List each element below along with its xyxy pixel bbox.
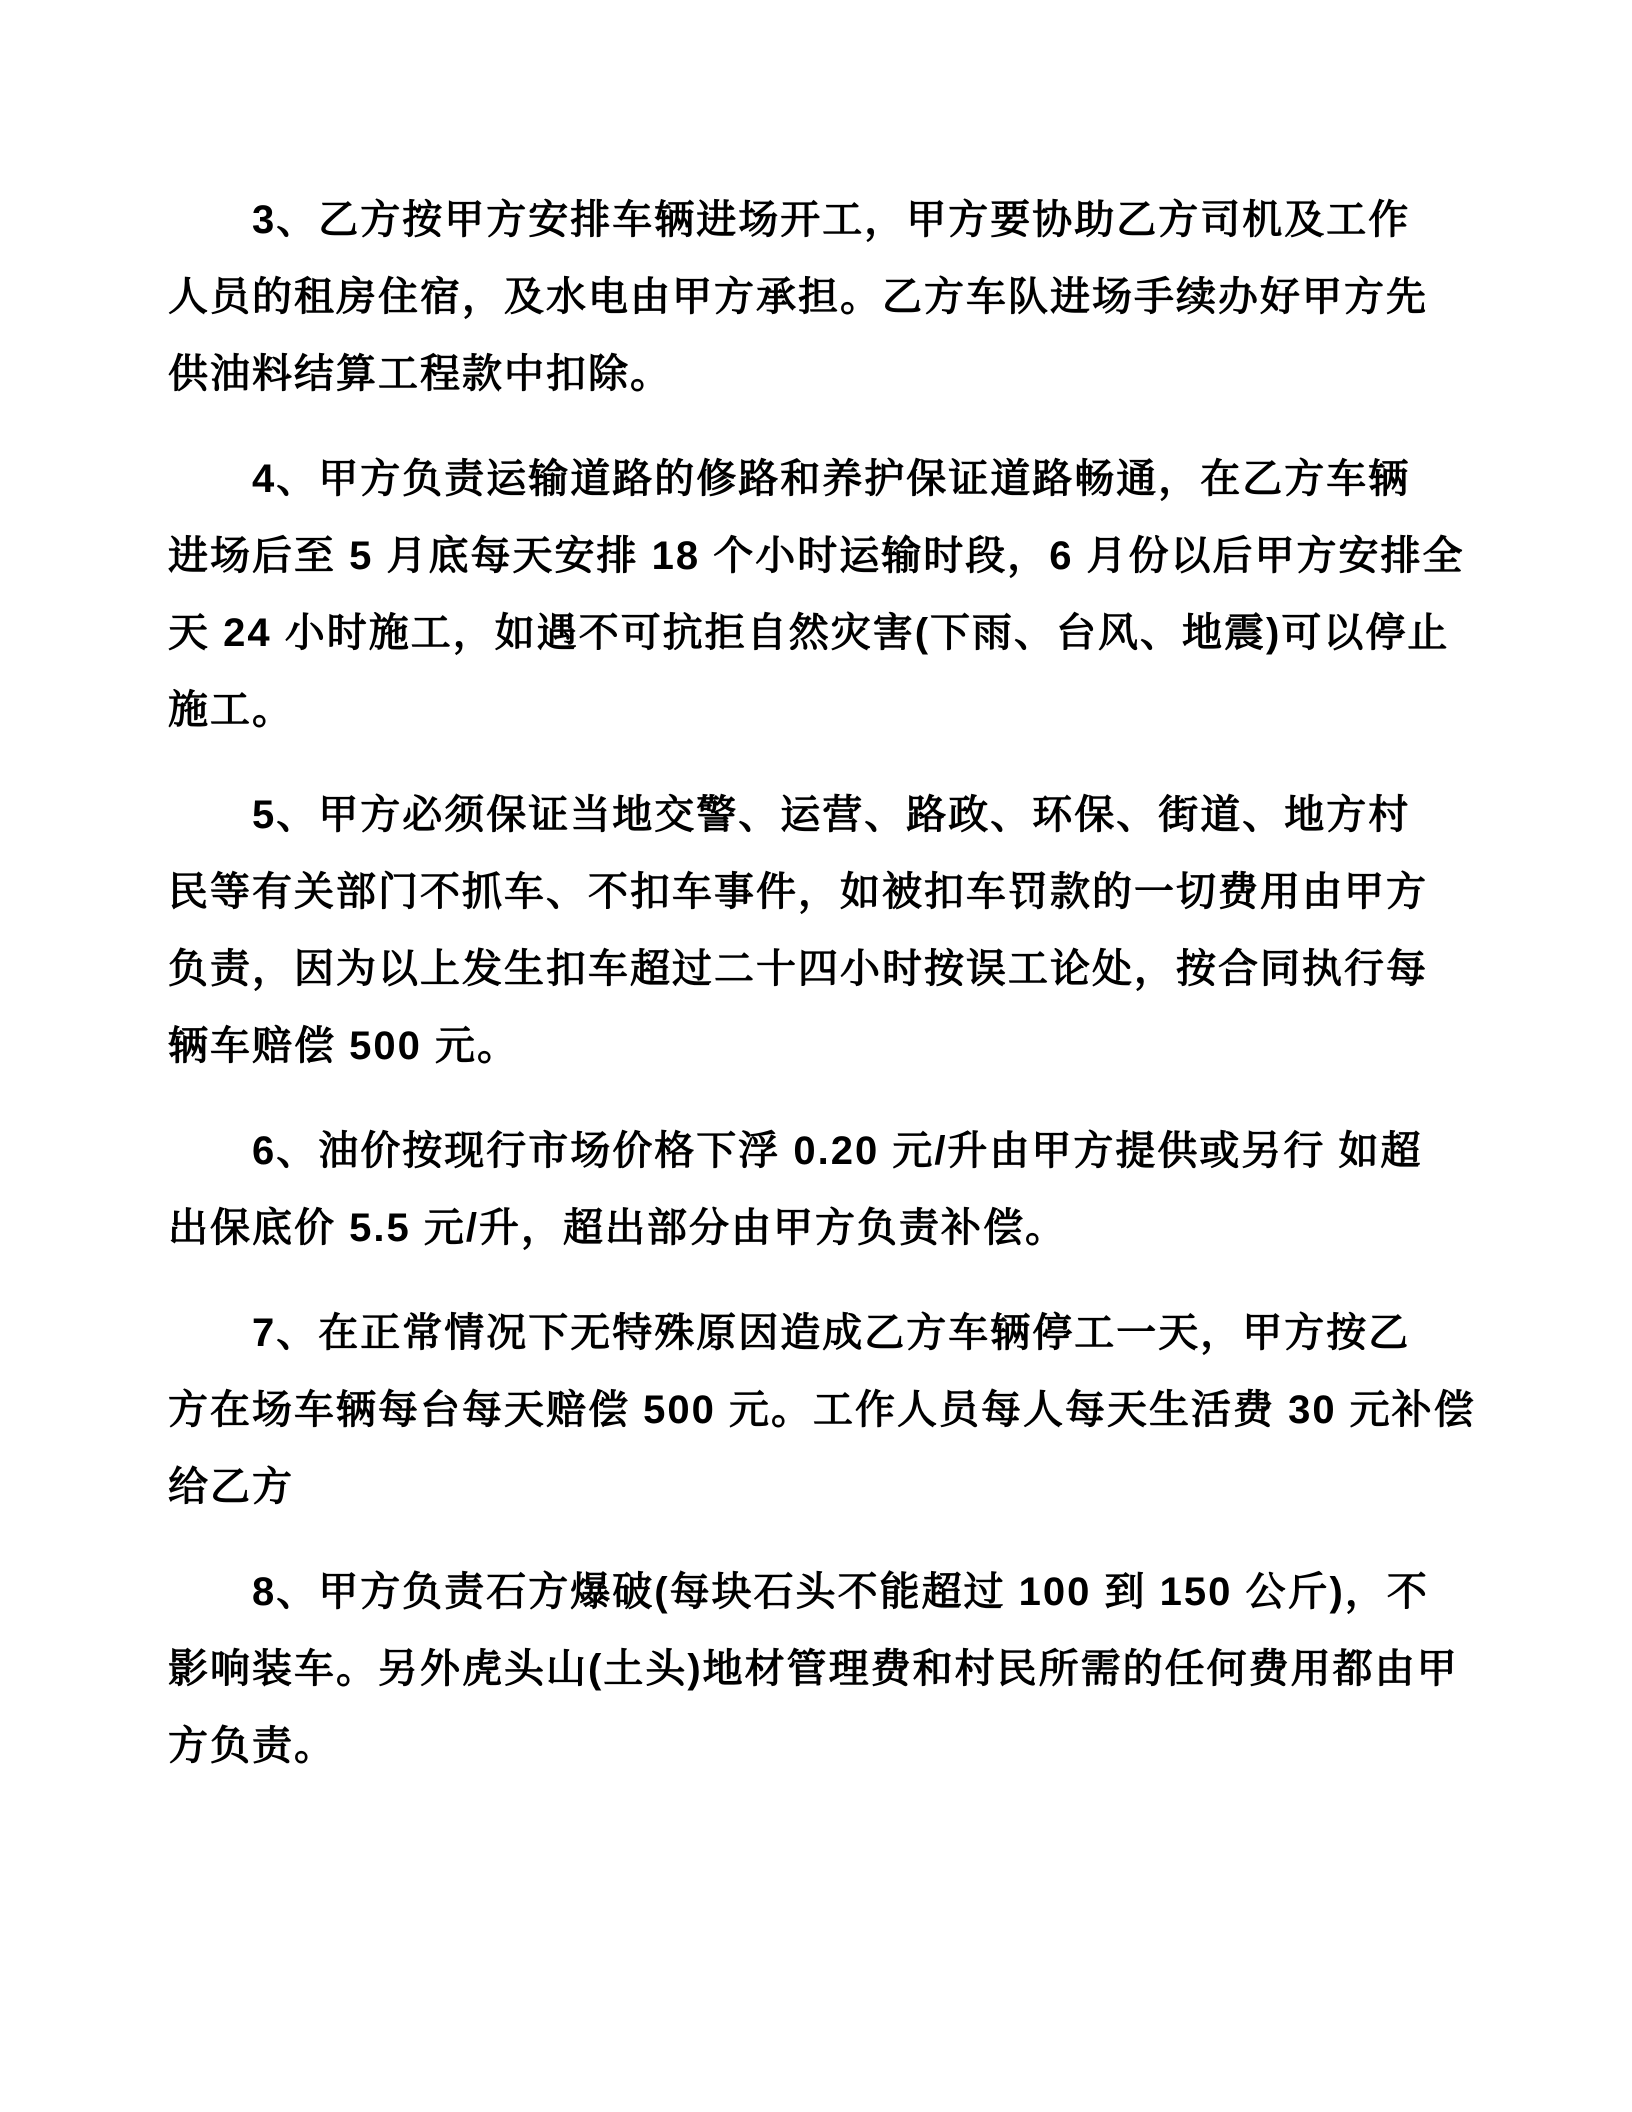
- clause-7: [168, 1295, 1476, 1526]
- contract-text-block: [168, 182, 1476, 1813]
- text-line: 负责，因为以上发生扣车超过二十四小时按误工论处，按合同执行每: [168, 947, 1428, 991]
- text-line: 5、甲方必须保证当地交警、运营、路政、环保、街道、地方村: [252, 793, 1411, 837]
- text-line: 天 24 小时施工，如遇不可抗拒自然灾害(下雨、台风、地震)可以停止: [168, 611, 1450, 655]
- text-line: 8、甲方负责石方爆破(每块石头不能超过 100 到 150 公斤)，不: [252, 1570, 1429, 1614]
- text-line: 影响装车。另外虎头山(土头)地材管理费和村民所需的任何费用都由甲: [168, 1647, 1459, 1691]
- text-line: 民等有关部门不抓车、不扣车事件，如被扣车罚款的一切费用由甲方: [168, 870, 1428, 914]
- text-line: 辆车赔偿 500 元。: [168, 1024, 519, 1068]
- text-line: 方在场车辆每台每天赔偿 500 元。工作人员每人每天生活费 30 元补偿: [168, 1388, 1476, 1432]
- clause-8: [168, 1554, 1468, 1785]
- text-line: 方负责。: [168, 1724, 336, 1768]
- clause-4: [168, 441, 1468, 749]
- clause-6: [168, 1113, 1468, 1267]
- text-line: 7、在正常情况下无特殊原因造成乙方车辆停工一天，甲方按乙: [252, 1311, 1411, 1355]
- clause-5: [168, 777, 1468, 1085]
- clause-3: [168, 182, 1468, 413]
- text-line: 进场后至 5 月底每天安排 18 个小时运输时段，6 月份以后甲方安排全: [168, 534, 1465, 578]
- text-line: 人员的租房住宿，及水电由甲方承担。乙方车队进场手续办好甲方先: [168, 275, 1428, 319]
- text-line: 供油料结算工程款中扣除。: [168, 352, 672, 396]
- text-line: 出保底价 5.5 元/升，超出部分由甲方负责补偿。: [168, 1206, 1067, 1250]
- text-line: 6、油价按现行市场价格下浮 0.20 元/升由甲方提供或另行 如超: [252, 1129, 1423, 1173]
- text-line: 给乙方: [168, 1465, 294, 1509]
- text-line: 施工。: [168, 688, 294, 732]
- text-line: 3、乙方按甲方安排车辆进场开工，甲方要协助乙方司机及工作: [252, 198, 1411, 242]
- text-line: 4、甲方负责运输道路的修路和养护保证道路畅通，在乙方车辆: [252, 457, 1411, 501]
